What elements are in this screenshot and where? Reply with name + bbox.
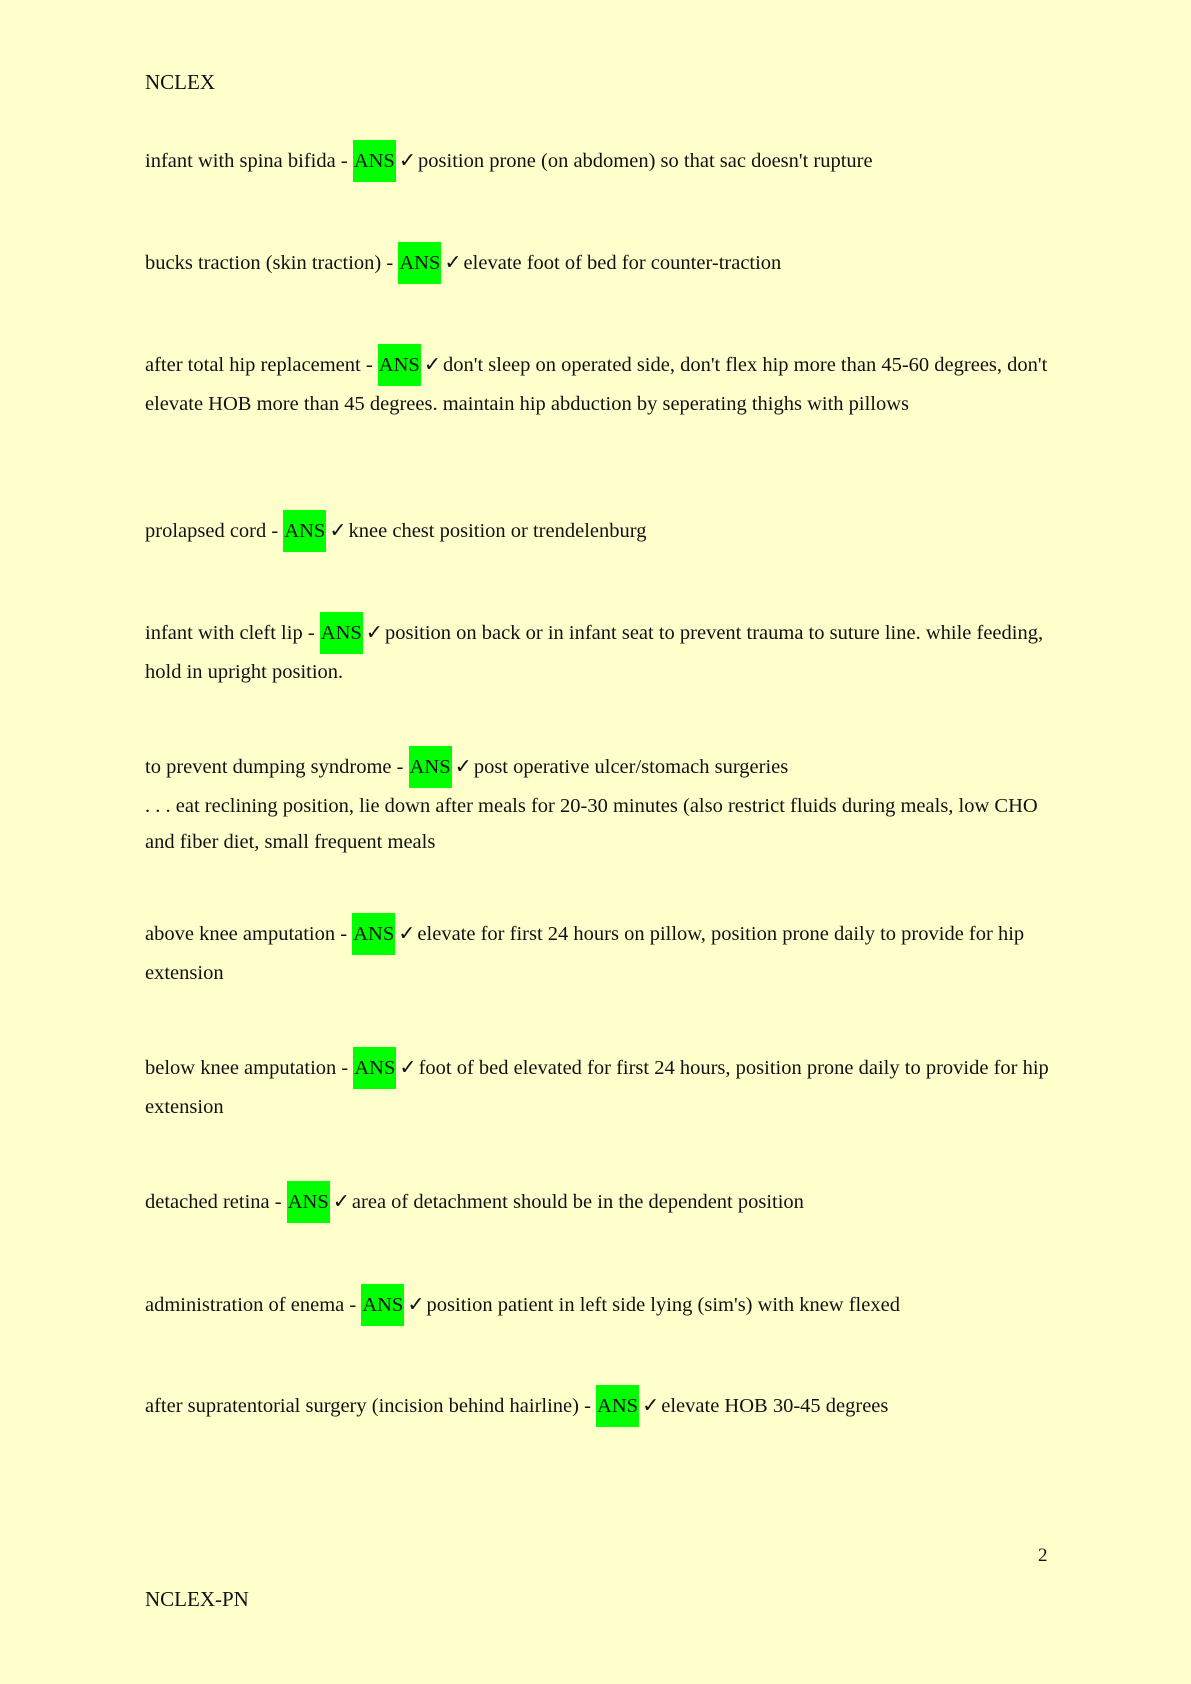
answer-text: knee chest position or trendelenburg (348, 520, 647, 542)
question-text: prolapsed cord (145, 520, 267, 542)
ans-highlight: ANS (352, 913, 395, 955)
page-header: NCLEX (145, 70, 215, 94)
qa-entry (145, 1047, 1065, 1125)
answer-text: position on back or in infant seat to prevent trauma to suture line. while feeding, hold in upright position. (145, 622, 1044, 683)
question-text: detached retina (145, 1191, 270, 1213)
question-text: below knee amputation (145, 1057, 337, 1079)
question-text: after supratentorial surgery (incision behind hairline) (145, 1395, 579, 1417)
answer-text: area of detachment should be in the dependent position (351, 1191, 804, 1213)
ans-highlight: ANS (353, 1047, 396, 1089)
checkmark-icon: ✓ (399, 1057, 417, 1079)
answer-text: post operative ulcer/stomach surgeries (473, 756, 789, 778)
answer-text: don't sleep on operated side, don't flex hip more than 45-60 degrees, don't elevate HOB more than 45 degrees. maintain hip abduction by seperating thighs with pillows (145, 354, 1048, 415)
checkmark-icon: ✓ (398, 923, 416, 945)
checkmark-icon: ✓ (642, 1395, 660, 1417)
checkmark-icon: ✓ (407, 1294, 425, 1316)
separator: - (360, 354, 378, 376)
qa-entry (145, 746, 1065, 860)
qa-entry (145, 1181, 1065, 1223)
ans-highlight: ANS (409, 746, 452, 788)
checkmark-icon: ✓ (332, 1191, 350, 1213)
answer-text: elevate for first 24 hours on pillow, position prone daily to provide for hip extension (145, 923, 1025, 984)
qa-entry (145, 140, 1065, 182)
separator: - (266, 520, 284, 542)
question-text: to prevent dumping syndrome (145, 756, 392, 778)
answer-text: position prone (on abdomen) so that sac doesn't rupture (418, 150, 873, 172)
question-text: after total hip replacement (145, 354, 361, 376)
separator: - (381, 252, 399, 274)
answer-text: elevate HOB 30-45 degrees (661, 1395, 889, 1417)
checkmark-icon: ✓ (398, 150, 417, 172)
question-text: infant with spina bifida (145, 150, 336, 172)
question-text: above knee amputation (145, 923, 336, 945)
separator: - (335, 150, 353, 172)
ans-highlight: ANS (320, 612, 363, 654)
qa-entry (145, 913, 1065, 991)
qa-entry (145, 510, 1065, 552)
answer-text: foot of bed elevated for first 24 hours, position prone daily to provide for hip extension (145, 1057, 1049, 1118)
question-text: bucks traction (skin traction) (145, 252, 382, 274)
qa-entry (145, 344, 1065, 422)
question-text: administration of enema (145, 1294, 345, 1316)
checkmark-icon: ✓ (454, 756, 472, 778)
answer-continuation: . . . eat reclining position, lie down after meals for 20-30 minutes (also restrict fluids during meals, low CHO and fiber diet, small frequent meals (145, 795, 1038, 853)
ans-highlight: ANS (361, 1284, 404, 1326)
qa-entry (145, 612, 1065, 690)
separator: - (335, 923, 353, 945)
separator: - (302, 622, 320, 644)
separator: - (391, 756, 409, 778)
question-text: infant with cleft lip (145, 622, 303, 644)
ans-highlight: ANS (283, 510, 326, 552)
separator: - (269, 1191, 287, 1213)
separator: - (578, 1395, 597, 1417)
checkmark-icon: ✓ (444, 252, 462, 274)
qa-entry (145, 1284, 1065, 1326)
qa-entry (145, 1385, 1065, 1427)
separator: - (336, 1057, 354, 1079)
ans-highlight: ANS (596, 1385, 639, 1427)
ans-highlight: ANS (353, 140, 396, 182)
checkmark-icon: ✓ (329, 520, 347, 542)
checkmark-icon: ✓ (423, 354, 441, 376)
checkmark-icon: ✓ (365, 622, 383, 644)
answer-text: elevate foot of bed for counter-traction (463, 252, 782, 274)
page-number: 2 (1038, 1545, 1048, 1566)
ans-highlight: ANS (287, 1181, 330, 1223)
page-footer: NCLEX-PN (145, 1587, 249, 1611)
qa-entry (145, 242, 1065, 284)
separator: - (344, 1294, 362, 1316)
ans-highlight: ANS (378, 344, 421, 386)
ans-highlight: ANS (398, 242, 441, 284)
answer-text: position patient in left side lying (sim's) with knew flexed (426, 1294, 900, 1316)
